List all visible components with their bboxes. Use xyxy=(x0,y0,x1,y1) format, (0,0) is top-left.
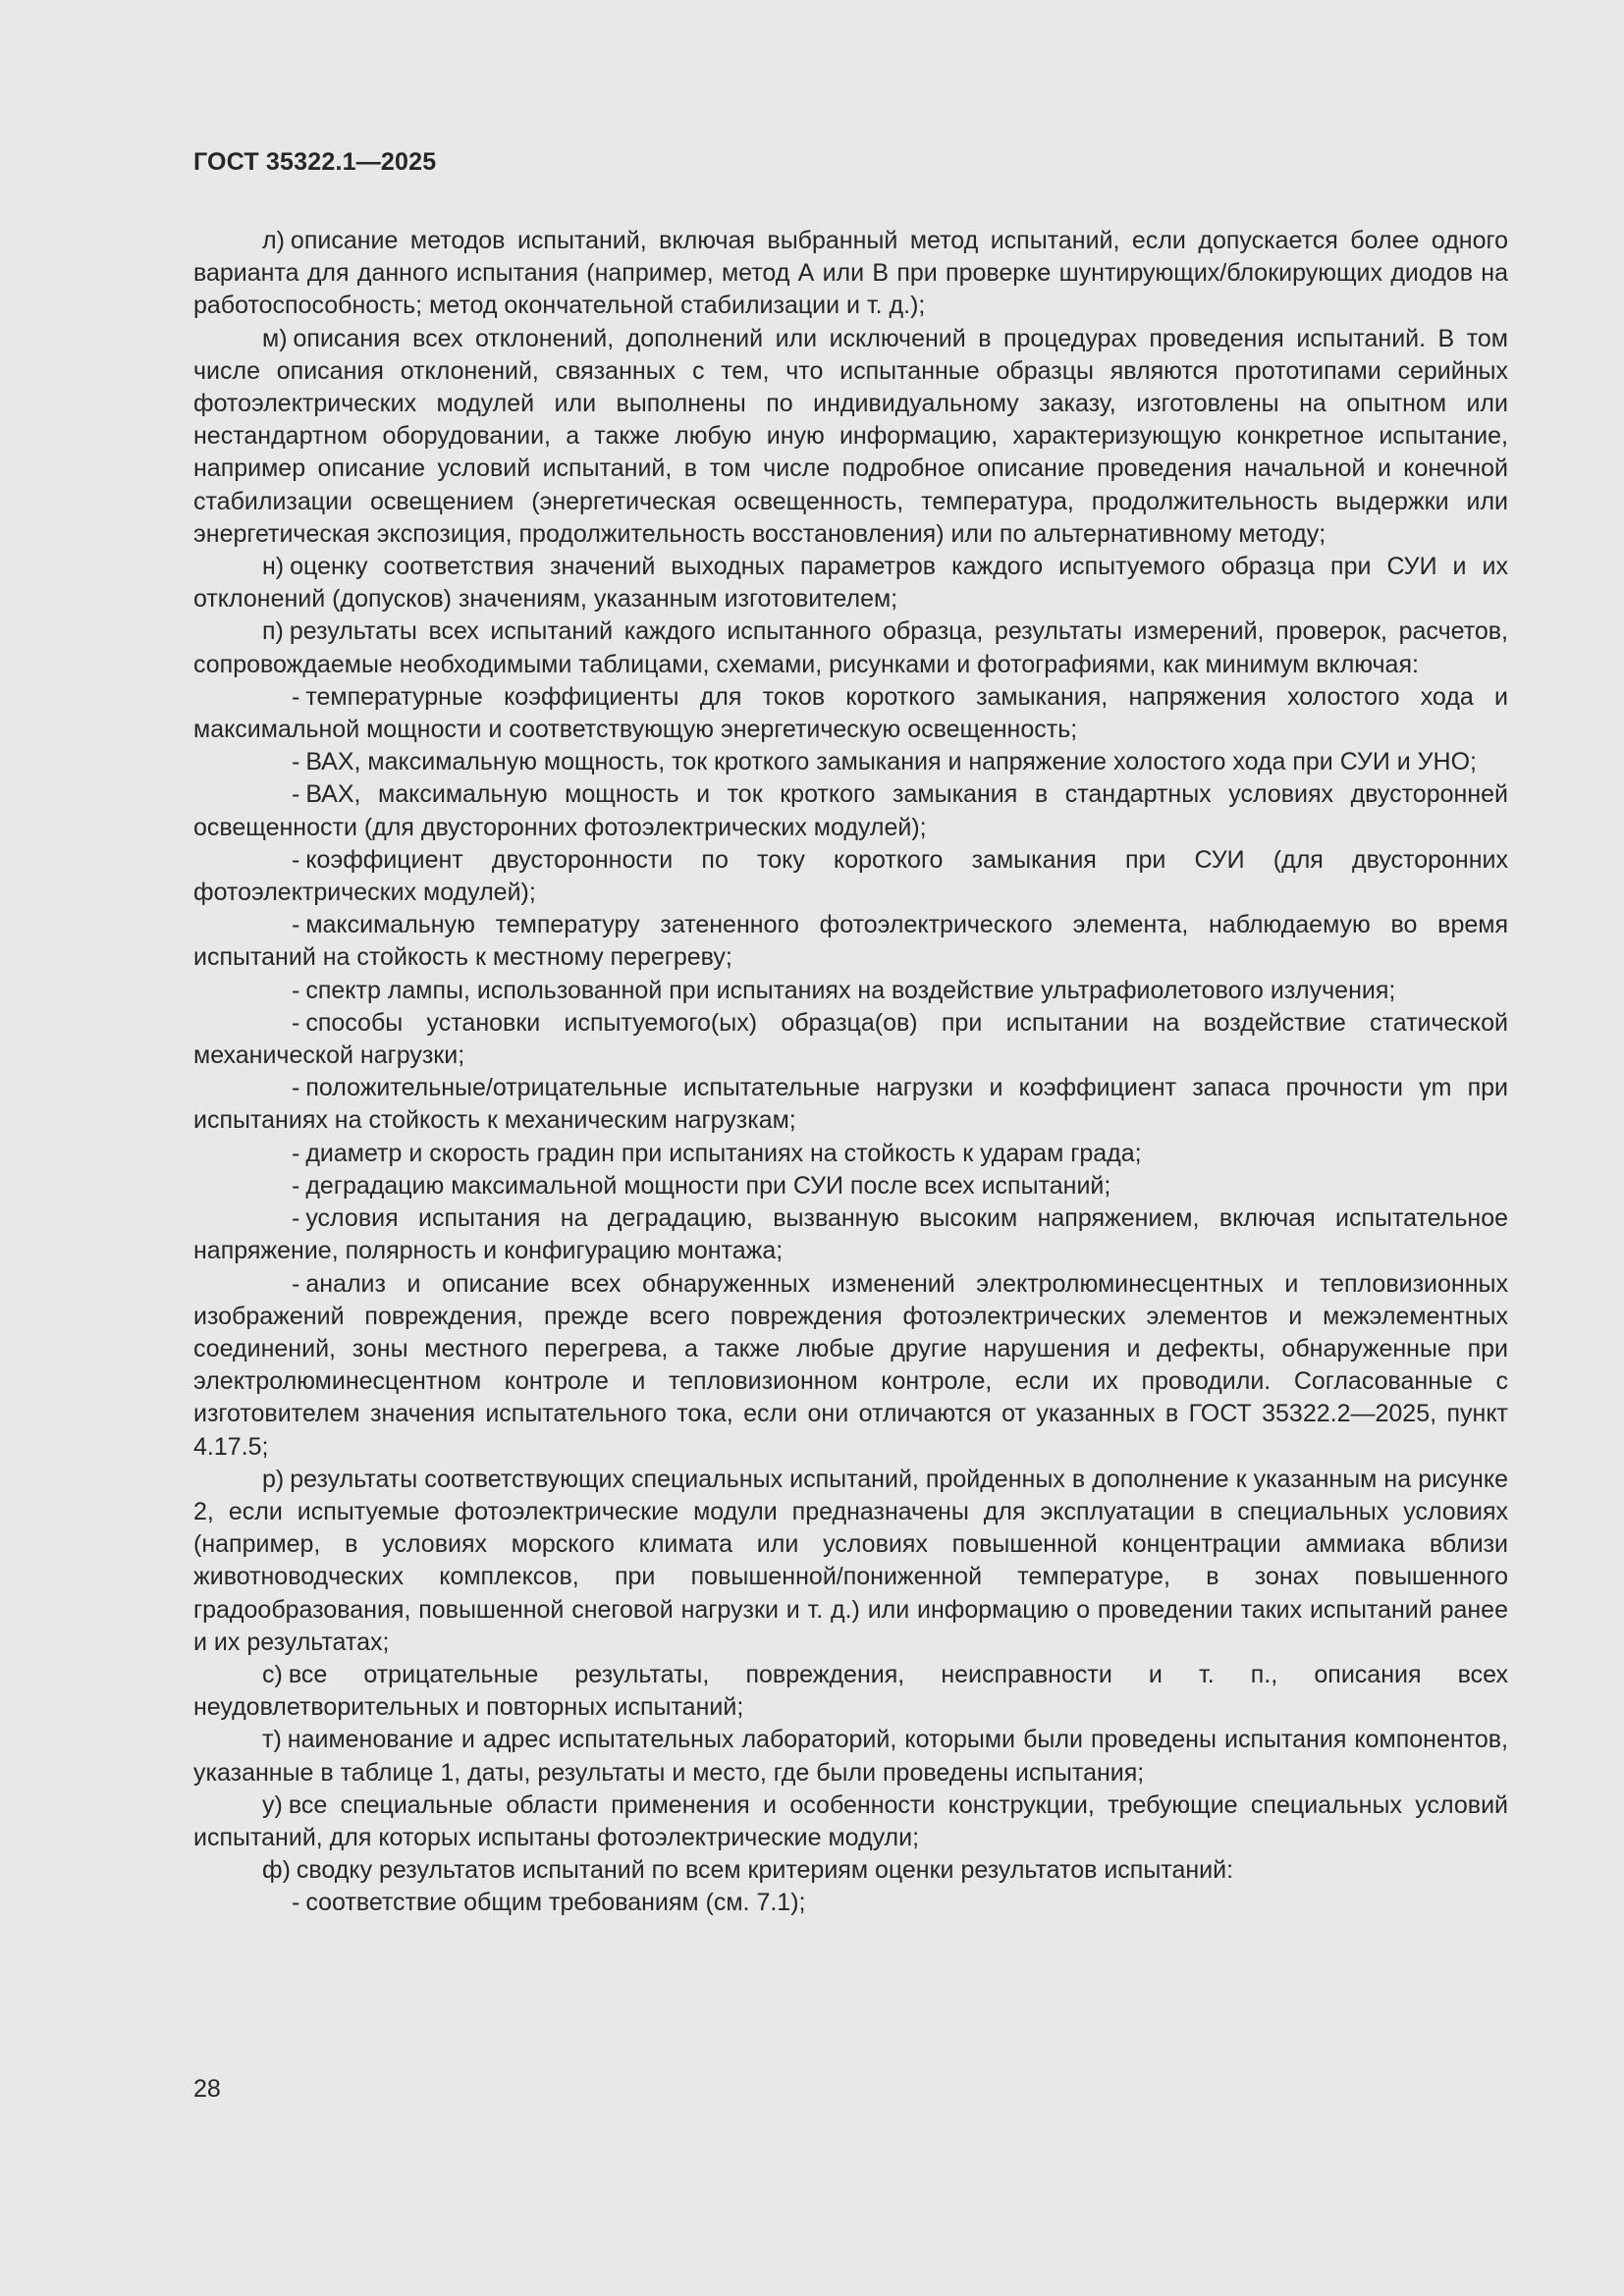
paragraph xyxy=(193,1724,1508,1789)
item-marker: - xyxy=(292,1269,300,1298)
item-text: наименование и адрес испытательных лабораторий, которыми были проведены испытания компонентов, указанные в таблице 1, даты, результаты и место, где были проведены испытания; xyxy=(193,1726,1508,1787)
paragraph xyxy=(193,225,1508,323)
paragraph xyxy=(193,323,1508,551)
paragraph xyxy=(193,551,1508,615)
item-marker: л) xyxy=(262,227,285,254)
item-marker: - xyxy=(292,1008,300,1037)
paragraph xyxy=(193,1464,1508,1659)
item-marker: - xyxy=(292,976,300,1004)
item-marker: у) xyxy=(262,1790,283,1819)
item-text: условия испытания на деградацию, вызванную высоким напряжением, включая испытательное напряжение, полярность и конфигурацию монтажа; xyxy=(193,1204,1508,1265)
item-marker: т) xyxy=(262,1726,282,1754)
item-text: соответствие общим требованиям (см. 7.1); xyxy=(305,1889,806,1917)
standard-designation: ГОСТ 35322.1—2025 xyxy=(193,148,437,176)
item-marker: м) xyxy=(262,324,288,352)
item-text: описание методов испытаний, включая выбранный метод испытаний, если допускается более одного варианта для данного испытания (например, метод А или В при проверке шунтирующих/блокирующих диодов на работоспособность; метод окончательной стабилизации и т. д.); xyxy=(193,227,1508,320)
item-marker: - xyxy=(292,1139,300,1167)
item-marker: н) xyxy=(262,553,285,581)
list-item xyxy=(193,844,1508,909)
paragraph xyxy=(193,1789,1508,1854)
item-text: все отрицательные результаты, повреждения, неисправности и т. п., описания всех неудовлетворительных и повторных испытаний; xyxy=(193,1660,1508,1722)
item-marker: - xyxy=(292,780,300,809)
item-text: диаметр и скорость градин при испытаниях на стойкость к ударам града; xyxy=(305,1139,1142,1167)
item-marker: - xyxy=(292,911,300,939)
item-marker: ф) xyxy=(262,1856,291,1885)
list-item xyxy=(193,681,1508,746)
item-text: результаты соответствующих специальных испытаний, пройденных в дополнение к указанным на рисунке 2, если испытуемые фотоэлектрические модули предназначены для эксплуатации в специальных условиях (например, в условиях морского климата или условиях повышенной концентрации аммиака вблизи животноводческих комплексов, при повышенной/пониженной температуре, в зонах повышенного градообразования, повышенной снеговой нагрузки и т. д.) или информацию о проведении таких испытаний ранее и их результатах; xyxy=(193,1465,1508,1656)
item-text: сводку результатов испытаний по всем критериям оценки результатов испытаний: xyxy=(296,1856,1234,1885)
paragraph xyxy=(193,1854,1508,1887)
list-item xyxy=(193,1072,1508,1137)
item-text: спектр лампы, использованной при испытаниях на воздействие ультрафиолетового излучения; xyxy=(305,976,1396,1004)
item-marker: р) xyxy=(262,1465,285,1493)
item-marker: п) xyxy=(262,617,284,646)
list-item xyxy=(193,1170,1508,1202)
item-text: результаты всех испытаний каждого испытанного образца, результаты измерений, проверок, расчетов, сопровождаемые необходимыми таблицами, схемами, рисунками и фотографиями, как минимум включая: xyxy=(193,617,1508,678)
paragraph xyxy=(193,615,1508,680)
list-item xyxy=(193,1268,1508,1464)
item-text: оценку соответствия значений выходных параметров каждого испытуемого образца при СУИ и их отклонений (допусков) значениям, указанным изготовителем; xyxy=(193,553,1508,614)
item-marker: - xyxy=(292,682,300,711)
list-item xyxy=(193,975,1508,1007)
item-text: максимальную температуру затененного фотоэлектрического элемента, наблюдаемую во время испытаний на стойкость к местному перегреву; xyxy=(193,911,1508,972)
item-text: деградацию максимальной мощности при СУИ после всех испытаний; xyxy=(305,1171,1111,1200)
item-text: ВАХ, максимальную мощность и ток кроткого замыкания в стандартных условиях двусторонней освещенности (для двусторонних фотоэлектрических модулей); xyxy=(193,780,1508,841)
item-text: все специальные области применения и особенности конструкции, требующие специальных условий испытаний, для которых испытаны фотоэлектрические модули; xyxy=(193,1790,1508,1851)
item-text: температурные коэффициенты для токов короткого замыкания, напряжения холостого хода и максимальной мощности и соответствующую энергетическую освещенность; xyxy=(193,682,1508,744)
item-text: способы установки испытуемого(ых) образца(ов) при испытании на воздействие статической механической нагрузки; xyxy=(193,1008,1508,1070)
item-text: анализ и описание всех обнаруженных изменений электролюминесцентных и тепловизионных изображений повреждения, прежде всего повреждения фотоэлектрических элементов и межэлементных соединений, зоны местного перегрева, а также любые другие нарушения и дефекты, обнаруженные при электролюминесцентном контроле и тепловизионном контроле, если их проводили. Согласованные с изготовителем значения испытательного тока, если они отличаются от указанных в ГОСТ 35322.2—2025, пункт 4.17.5; xyxy=(193,1269,1508,1461)
list-item xyxy=(193,778,1508,843)
item-marker: - xyxy=(292,1204,300,1233)
item-marker: - xyxy=(292,845,300,874)
paragraph xyxy=(193,1659,1508,1724)
item-marker: с) xyxy=(262,1660,283,1688)
list-item xyxy=(193,1138,1508,1170)
item-marker: - xyxy=(292,1074,300,1102)
item-marker: - xyxy=(292,1171,300,1200)
item-marker: - xyxy=(292,1889,300,1917)
item-text: ВАХ, максимальную мощность, ток кроткого замыкания и напряжение холостого хода при СУИ и УНО; xyxy=(305,748,1477,776)
list-item xyxy=(193,1007,1508,1072)
list-item xyxy=(193,746,1508,778)
item-marker: - xyxy=(292,748,300,776)
page-number: 28 xyxy=(193,2075,221,2103)
list-item xyxy=(193,1887,1508,1919)
item-text: описания всех отклонений, дополнений или исключений в процедурах проведения испытаний. В том числе описания отклонений, связанных с тем, что испытанные образцы являются прототипами серийных фотоэлектрических модулей или выполнены по индивидуальному заказу, изготовлены на опытном или нестандартном оборудовании, а также любую иную информацию, характеризующую конкретное испытание, например описание условий испытаний, в том числе подробное описание проведения начальной и конечной стабилизации освещением (энергетическая освещенность, температура, продолжительность выдержки или энергетическая экспозиция, продолжительность восстановления) или по альтернативному методу; xyxy=(193,324,1508,548)
document-body xyxy=(193,225,1508,1920)
list-item xyxy=(193,1202,1508,1267)
item-text: положительные/отрицательные испытательные нагрузки и коэффициент запаса прочности γm при испытаниях на стойкость к механическим нагрузкам; xyxy=(193,1074,1508,1135)
list-item xyxy=(193,909,1508,974)
item-text: коэффициент двусторонности по току короткого замыкания при СУИ (для двусторонних фотоэлектрических модулей); xyxy=(193,845,1508,907)
